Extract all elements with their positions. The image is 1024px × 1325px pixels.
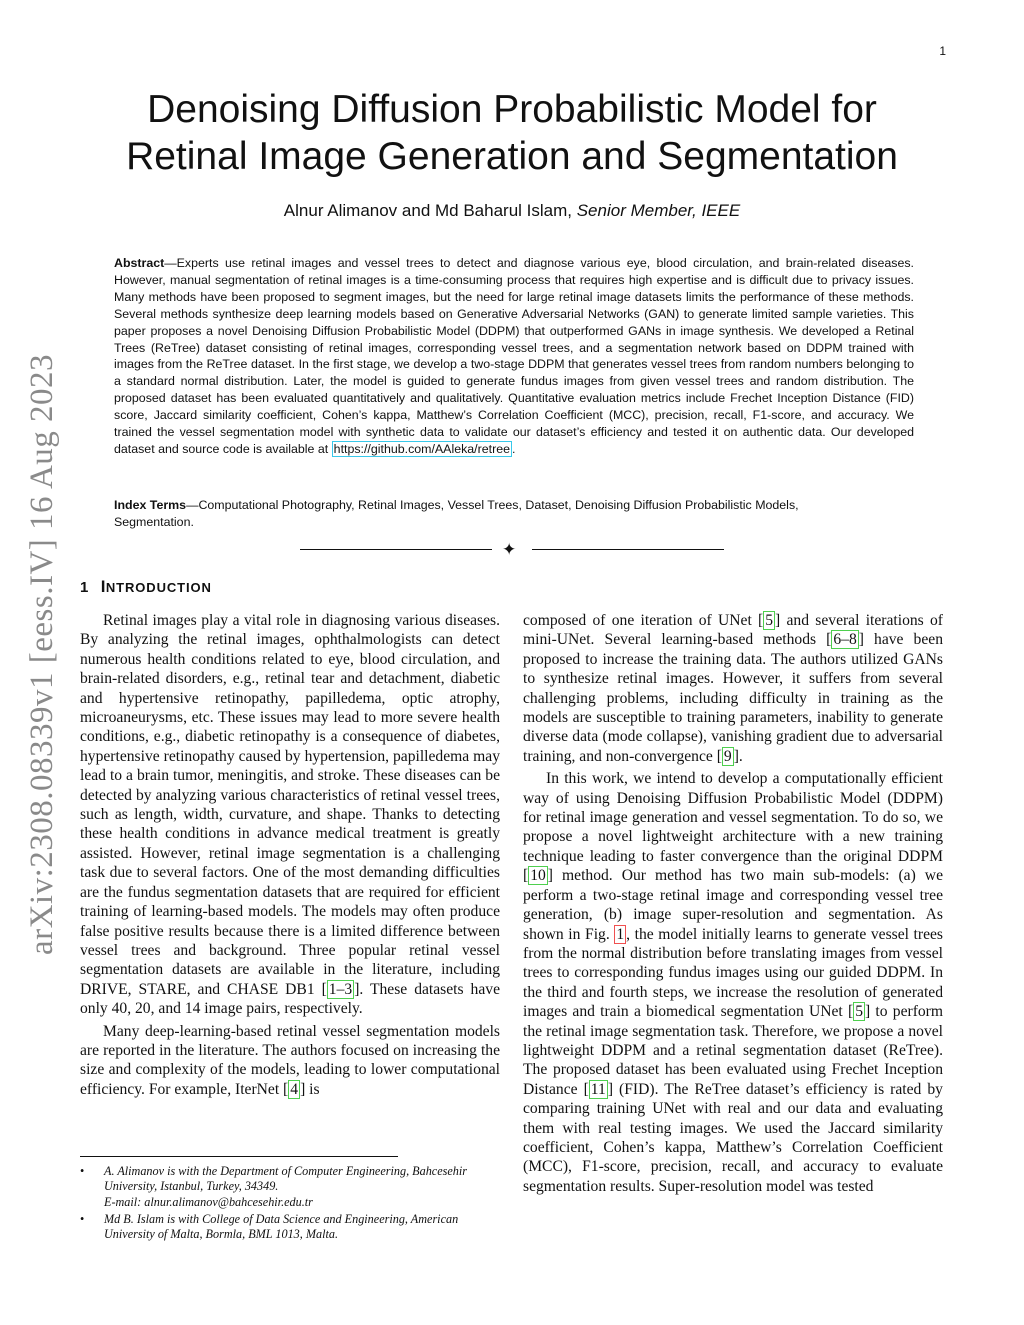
footnote-item — [80, 1164, 502, 1210]
paragraph-text: composed of one iteration of UNet [ — [523, 612, 764, 629]
left-paragraph-1 — [80, 611, 500, 1019]
footnote-item — [80, 1212, 502, 1243]
author-line — [100, 201, 924, 221]
divider-rule-left — [300, 549, 492, 550]
footnote-text: Md B. Islam is with College of Data Science and Engineering, American University of Malta, Bormla, BML 1013, Malta. — [104, 1211, 459, 1242]
paragraph-text: ]. — [733, 747, 743, 765]
abstract-label: Abstract — [114, 256, 165, 270]
abstract-end: . — [511, 441, 516, 456]
citation-link[interactable]: 5 — [855, 1003, 863, 1021]
index-terms-text: —Computational Photography, Retinal Images, Vessel Trees, Dataset, Denoising Diffusion Probabilistic Models, Segmentation. — [114, 498, 799, 529]
footnote-rule — [80, 1156, 398, 1157]
footnote-text: A. Alimanov is with the Department of Computer Engineering, Bahcesehir University, Istanbul, Turkey, 34349. — [104, 1164, 467, 1194]
figure-link[interactable]: 1 — [616, 925, 625, 943]
paper-title-line-2: Retinal Image Generation and Segmentation — [126, 135, 898, 178]
paragraph-text: , the model initially learns to generate vessel trees from the normal distribution before translating images from vessel trees to corresponding fundus images using our guided DDPM. In the third and fourth steps, we increase the resolution of generated images and train a biomedical segmentation UNet [ — [523, 925, 943, 1021]
divider-diamond-icon: ✦ — [502, 540, 517, 559]
footnote-bullet: • — [80, 1211, 85, 1226]
paragraph-text: ] and several iterations of mini-UNet. Several learning-based methods [ — [523, 612, 943, 649]
citation-link[interactable]: 4 — [290, 1080, 299, 1098]
abstract — [114, 255, 914, 458]
paragraph-text: In this work, we intend to develop a computationally efficient way of using Denoising Diffusion Probabilistic Model (DDPM) for retinal image generation and vessel segmentation. To do so, we propose a novel lightweight architecture with a new training technique leading to faster convergence than the original DDPM [ — [523, 770, 943, 885]
page-number: 1 — [939, 44, 946, 58]
right-paragraph-2 — [523, 769, 943, 1196]
arxiv-stamp-text: arXiv:2308.08339v1 [eess.IV] 16 Aug 2023 — [24, 353, 61, 955]
citation-link[interactable]: 1–3 — [328, 980, 353, 998]
paragraph-text: ]. These datasets have only 40, 20, and 14 image pairs, respectively. — [80, 980, 500, 1018]
right-paragraph-1 — [523, 611, 943, 766]
footnote-email: E-mail: alnur.alimanov@bahcesehir.edu.tr — [104, 1194, 313, 1209]
paragraph-text: Retinal images play a vital role in diagnosing various diseases. By analyzing the retinal images, ophthalmologists can detect numerous health conditions related to eye, blood circulation, and brain-related disorders, e.g., retinal tear and detachment, diabetic and hypertensive retinopathy, papilledema, optic atrophy, microaneurysms, etc. These issues may lead to more severe health conditions, e.g., diabetic retinopathy is a consequence of diabetes, hypertensive retinopathy caused by hypertension, papilledema may lead to a brain tumor, meningitis, and stroke. These diseases can be detected by analyzing various characteristics of retinal vessel trees, such as length, width, curvature, and shape. Thanks to detecting these health conditions in advance medical treatment is greatly assisted. However, retinal image segmentation is a challenging task due to several factors. One of the most demanding difficulties are the fundus segmentation datasets that are required for efficient training of learning-based models. The models may often produce false positive results because there is a limited difference between vessel trees and background. Three popular retinal vessel segmentation datasets are available in the literature, including DRIVE, STARE, and CHASE DB1 [ — [80, 612, 500, 998]
arxiv-stamp — [4, 345, 82, 963]
paragraph-text: Many deep-learning-based retinal vessel segmentation models are reported in the literature. The authors focused on increasing the size and complexity of the models, leading to lower computational efficiency. For example, IterNet [ — [80, 1022, 500, 1098]
citation-link[interactable]: 10 — [530, 867, 546, 885]
section-divider — [300, 540, 724, 560]
left-column — [80, 611, 500, 1102]
citation-link[interactable]: 6–8 — [833, 631, 857, 649]
paragraph-text: ] is — [300, 1080, 320, 1098]
index-terms — [114, 497, 874, 531]
paragraph-text: ] to perform the retinal image segmentation task. Therefore, we propose a novel lightweight DDPM and a retinal segmentation dataset (ReTree). The proposed dataset has been evaluated using Frechet Inception Distance [ — [523, 1003, 944, 1098]
paragraph-text: ] have been proposed to increase the training data. The authors utilized GANs to synthesize retinal images. However, it suffers from several challenging problems, including difficulty in training as the models are susceptible to training parameters, inability to generate diverse data (mode collapse), vanishing gradient due to adversarial training, and non-convergence [ — [523, 631, 943, 765]
right-column — [523, 611, 943, 1199]
citation-link[interactable]: 11 — [590, 1080, 606, 1098]
paragraph-text: ] method. Our method has two main sub-models: (a) we perform a two-stage retinal image and corresponding vessel tree generation, (b) image super-resolution and segmentation. As shown in Fig. — [523, 867, 943, 943]
section-title-rest: NTRODUCTION — [105, 580, 212, 595]
left-paragraph-2 — [80, 1022, 500, 1100]
footnote-bullet: • — [80, 1164, 85, 1178]
index-terms-label: Index Terms — [114, 498, 187, 512]
section-number: 1 — [80, 579, 89, 596]
source-code-link[interactable]: https://github.com/AAleka/retree — [333, 441, 510, 456]
author-names: Alnur Alimanov and Md Baharul Islam, — [283, 201, 577, 220]
divider-rule-right — [532, 549, 724, 550]
paragraph-text: ] (FID). The ReTree dataset’s efficiency is rated by comparing training UNet with real and our data and evaluating them with real testing images. We used the Jaccard similarity coefficient, Cohen’s kappa, Matthew’s Correlation Coefficient (MCC), F1-score, precision, recall, and accuracy to evaluate segmentation results. Super-resolution model was tested — [523, 1080, 943, 1195]
citation-link[interactable]: 9 — [723, 747, 732, 765]
author-membership: Senior Member, IEEE — [576, 201, 741, 220]
paper-title — [100, 86, 924, 180]
section-title-initial: I — [100, 577, 106, 596]
paper-title-line-1: Denoising Diffusion Probabilistic Model for — [147, 88, 877, 131]
citation-link[interactable]: 5 — [765, 612, 774, 629]
footnotes — [80, 1164, 502, 1244]
abstract-text: —Experts use retinal images and vessel trees to detect and diagnose various eye, blood circulation, and brain-related diseases. However, manual segmentation of retinal images is a time-consuming process that requires high expertise and is difficult due to privacy issues. Many methods have been proposed to segment images, but the need for large retinal image datasets limits the performance of these methods. Several methods synthesize deep learning models based on Generative Adversarial Networks (GAN) to generate limited sample varieties. This paper proposes a novel Denoising Diffusion Probabilistic Model (DDPM) that outperformed GANs in image synthesis. We developed a Retinal Trees (ReTree) dataset consisting of retinal images, corresponding vessel trees, and a segmentation network based on DDPM trained with images from the ReTree dataset. In the first stage, we develop a two-stage DDPM that generates vessel trees from random numbers belonging to a standard normal distribution. Later, the model is guided to generate fundus images from given vessel trees and random distribution. The proposed dataset has been evaluated quantitatively and qualitatively. Quantitative evaluation metrics include Frechet Inception Distance (FID) score, Jaccard similarity coefficient, Cohen’s kappa, Matthew’s Correlation Coefficient (MCC), precision, recall, F1-score, and accuracy. We trained the vessel segmentation model with synthetic data to validate our dataset’s efficiency and tested it on authentic data. Our developed dataset and source code is available at — [114, 256, 914, 456]
section-heading — [80, 577, 212, 597]
